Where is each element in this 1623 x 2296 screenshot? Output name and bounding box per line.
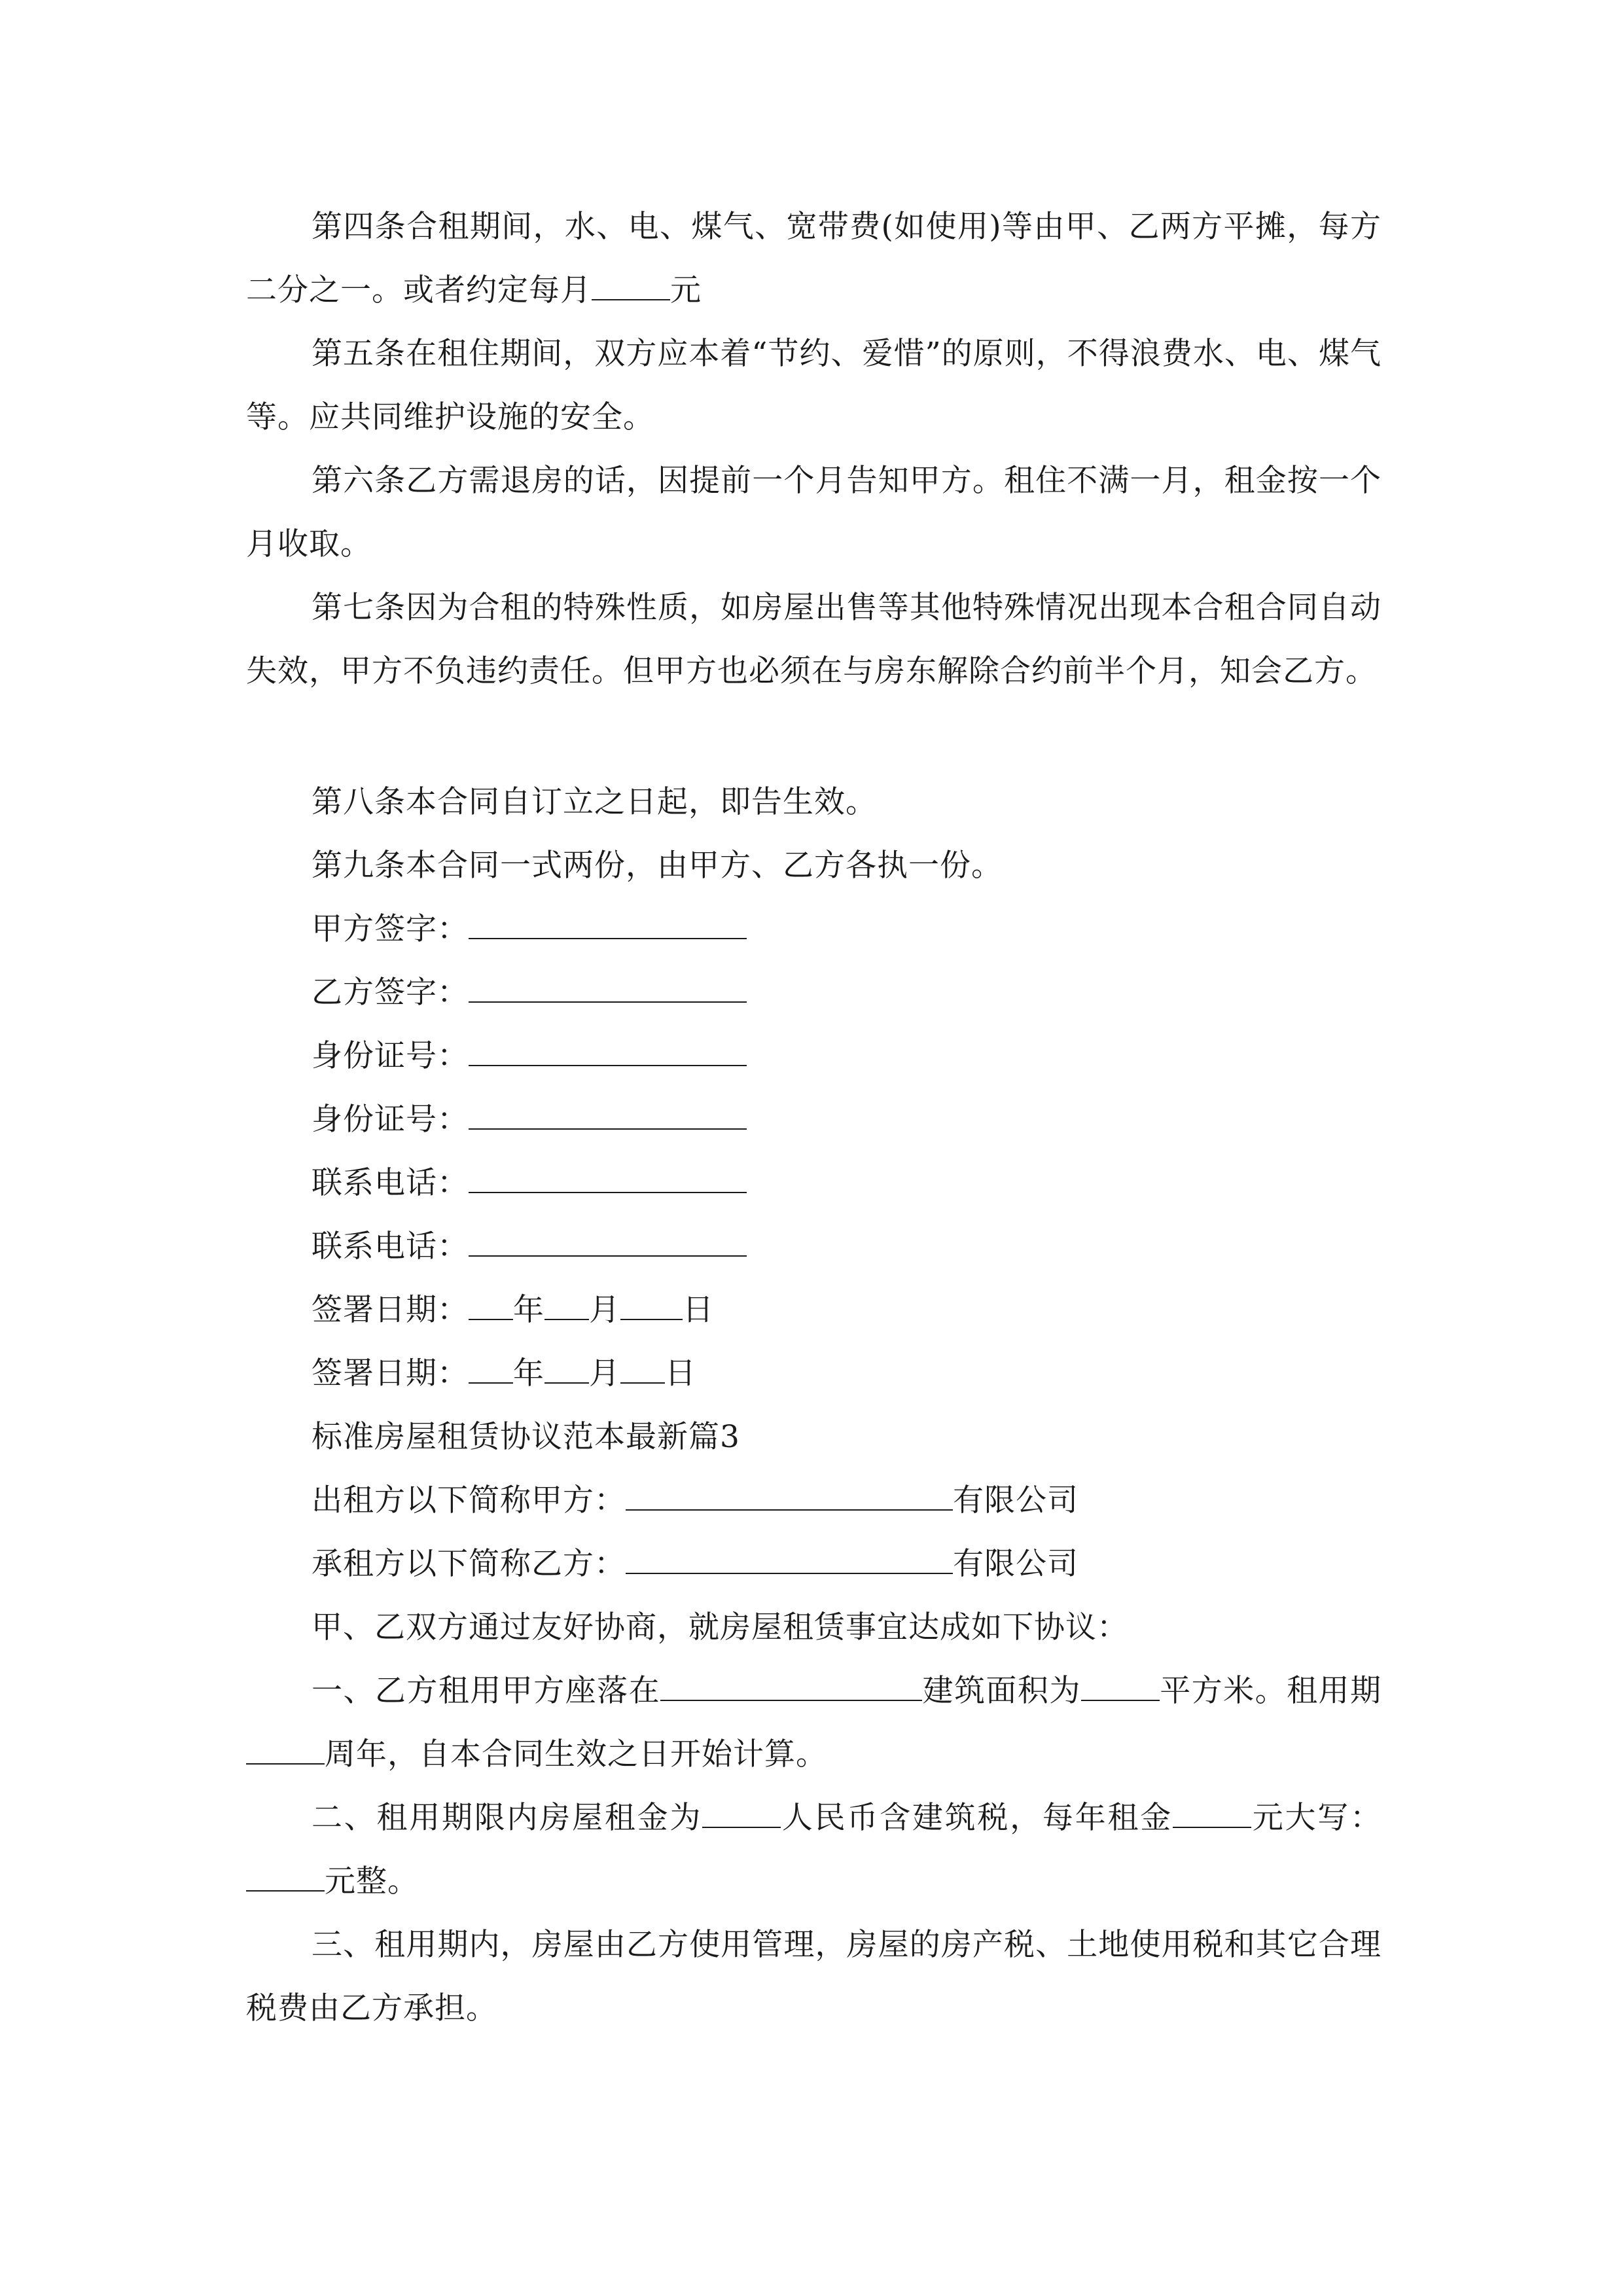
- phone-blank-2[interactable]: [469, 1227, 747, 1257]
- day-label-1: 日: [683, 1292, 714, 1328]
- floor-area-blank[interactable]: [1081, 1671, 1160, 1701]
- lessor-label: 出租方以下简称甲方：: [312, 1482, 626, 1518]
- sign-date-label-1: 签署日期：: [312, 1292, 469, 1328]
- phone-row-1: [312, 1151, 747, 1215]
- year-blank-1[interactable]: [469, 1290, 513, 1320]
- clause-1-a: 一、乙方租用甲方座落在: [312, 1673, 661, 1709]
- article-8: 第八条本合同自订立之日起，即告生效。: [312, 784, 877, 820]
- lessee-suffix: 有限公司: [953, 1546, 1079, 1582]
- monthly-fee-blank[interactable]: [592, 270, 670, 300]
- phone-blank-1[interactable]: [469, 1163, 747, 1193]
- phone-label-1: 联系电话：: [312, 1165, 469, 1201]
- year-label-2: 年: [513, 1355, 544, 1391]
- id-number-row-1: [312, 1024, 747, 1088]
- day-blank-2[interactable]: [620, 1354, 665, 1384]
- day-label-2: 日: [665, 1355, 696, 1391]
- clause-2-b: 人民币含建筑税，每年租金: [781, 1800, 1173, 1836]
- clause-2: [246, 1786, 1382, 1913]
- clause-1-c: 平方米。租用期: [1159, 1673, 1382, 1709]
- article-5: 第五条在租住期间，双方应本着“节约、爱惜”的原则，不得浪费水、电、煤气等。应共同维护设施的安全。: [246, 336, 1382, 435]
- lessor-row: [312, 1469, 1079, 1532]
- month-blank-2[interactable]: [544, 1354, 589, 1384]
- clause-3: 三、租用期内，房屋由乙方使用管理，房屋的房产税、土地使用税和其它合理税费由乙方承担。: [246, 1927, 1382, 2026]
- sign-date-label-2: 签署日期：: [312, 1355, 469, 1391]
- month-label-1: 月: [589, 1292, 620, 1328]
- property-location-blank[interactable]: [660, 1671, 922, 1701]
- article-4: [246, 195, 1382, 322]
- article-9: 第九条本合同一式两份，由甲方、乙方各执一份。: [312, 848, 1003, 884]
- sign-date-row-1: [312, 1278, 714, 1342]
- party-a-signature-label: 甲方签字：: [312, 911, 469, 947]
- clause-1-d: 周年，自本合同生效之日开始计算。: [325, 1736, 827, 1772]
- party-b-signature-blank[interactable]: [469, 973, 747, 1003]
- lessee-label: 承租方以下简称乙方：: [312, 1546, 626, 1582]
- phone-label-2: 联系电话：: [312, 1229, 469, 1265]
- phone-row-2: [312, 1215, 747, 1278]
- id-number-blank-2[interactable]: [469, 1100, 747, 1130]
- clause-2-a: 二、租用期限内房屋租金为: [312, 1800, 703, 1836]
- rent-amount-blank[interactable]: [702, 1798, 781, 1828]
- article-7: 第七条因为合租的特殊性质，如房屋出售等其他特殊情况出现本合租合同自动失效，甲方不负违约责任。但甲方也必须在与房东解除合约前半个月，知会乙方。: [246, 590, 1382, 689]
- clause-2-d: 元整。: [325, 1863, 419, 1899]
- party-b-signature-row: [312, 961, 747, 1024]
- article-6: 第六条乙方需退房的话，因提前一个月告知甲方。租住不满一月，租金按一个月收取。: [246, 463, 1382, 562]
- month-blank-1[interactable]: [544, 1290, 589, 1320]
- id-number-blank-1[interactable]: [469, 1036, 747, 1066]
- lessee-row: [312, 1532, 1079, 1596]
- id-number-label-2: 身份证号：: [312, 1102, 469, 1138]
- rent-in-words-blank[interactable]: [246, 1861, 325, 1892]
- year-blank-2[interactable]: [469, 1354, 513, 1384]
- lessor-name-blank[interactable]: [626, 1480, 953, 1511]
- annual-rent-blank[interactable]: [1173, 1798, 1251, 1828]
- lessee-name-blank[interactable]: [626, 1544, 953, 1574]
- party-a-signature-blank[interactable]: [469, 909, 747, 939]
- year-label-1: 年: [513, 1292, 544, 1328]
- party-b-signature-label: 乙方签字：: [312, 975, 469, 1011]
- month-label-2: 月: [589, 1355, 620, 1391]
- article-4-unit: 元: [670, 272, 702, 308]
- clause-2-c: 元大写：: [1251, 1800, 1382, 1836]
- clause-1-b: 建筑面积为: [922, 1673, 1081, 1709]
- agreement-intro: 甲、乙双方通过友好协商，就房屋租赁事宜达成如下协议：: [312, 1609, 1128, 1645]
- article-4-text: 第四条合租期间，水、电、煤气、宽带费(如使用)等由甲、乙两方平摊，每方二分之一。或者约定每月: [246, 209, 1382, 308]
- party-a-signature-row: [312, 897, 747, 961]
- sign-date-row-2: [312, 1342, 696, 1405]
- clause-1: [246, 1659, 1382, 1786]
- lease-years-blank[interactable]: [246, 1734, 325, 1765]
- id-number-label-1: 身份证号：: [312, 1038, 469, 1074]
- day-blank-1[interactable]: [620, 1290, 683, 1320]
- id-number-row-2: [312, 1088, 747, 1151]
- section-3-title: 标准房屋租赁协议范本最新篇3: [312, 1419, 740, 1455]
- lessor-suffix: 有限公司: [953, 1482, 1079, 1518]
